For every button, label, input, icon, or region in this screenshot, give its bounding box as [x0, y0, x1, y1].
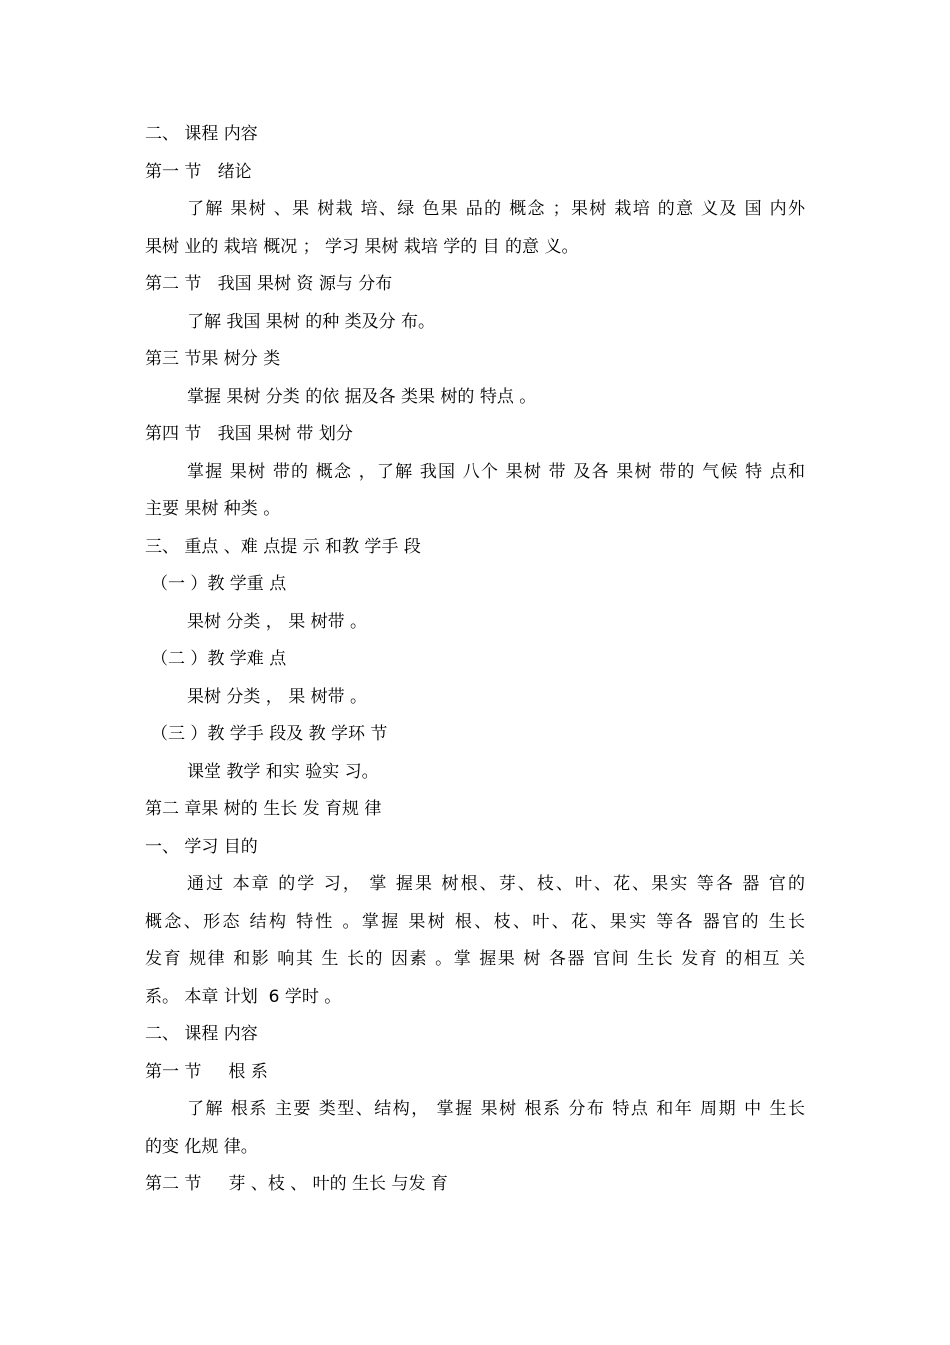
paragraph-line: 掌握 果树 分类 的依 据及各 类果 树的 特点 。	[187, 386, 537, 407]
paragraph-line: 了解 果树 、果 树栽 培、绿 色果 品的 概念 ；果树 栽培 的意 义及 国 内外	[187, 199, 805, 219]
document-page	[145, 116, 805, 1204]
paragraph-line: 通过 本章 的学 习， 掌 握果 树根、芽、枝、叶、花、果实 等各 器 官的	[187, 874, 805, 894]
heading-learning-goals: 一、 学习 目的	[145, 836, 258, 857]
subheading: （三 ）教 学手 段及 教 学环 节	[151, 724, 388, 744]
paragraph-line: 课堂 教学 和实 验实 习。	[187, 761, 379, 782]
paragraph-line: 发育 规律 和影 响其 生 长的 因素 。掌 握果 树 各器 官间 生长 发育 的相互 关	[145, 949, 805, 969]
subheading: （一 ）教 学重 点	[151, 574, 287, 594]
section-heading: 第一 节 根 系	[145, 1061, 268, 1082]
chapter-heading: 第二 章果 树的 生长 发 育规 律	[145, 799, 382, 819]
section-heading: 第二 节 我国 果树 资 源与 分布	[145, 274, 393, 294]
heading-course-content: 二、 课程 内容	[145, 124, 258, 144]
heading-key-points: 三、 重点 、难 点提 示 和教 学手 段	[145, 536, 421, 557]
section-heading: 第一 节 绪论	[145, 161, 252, 182]
paragraph-line: 主要 果树 种类 。	[145, 499, 281, 519]
section-heading: 第三 节果 树分 类	[145, 349, 281, 369]
paragraph-line: 系。 本章 计划 6 学时 。	[145, 986, 342, 1007]
subheading: （二 ）教 学难 点	[151, 649, 287, 669]
section-heading: 第四 节 我国 果树 带 划分	[145, 424, 353, 444]
paragraph-line: 果树 分类 ， 果 树带 。	[187, 611, 368, 632]
paragraph-line: 果树 业的 栽培 概况 ； 学习 果树 栽培 学的 目 的意 义。	[145, 236, 579, 257]
paragraph-line: 概念、形态 结构 特性 。掌握 果树 根、枝、叶、花、果实 等各 器官的 生长	[145, 911, 805, 932]
heading-course-content: 二、 课程 内容	[145, 1024, 258, 1044]
paragraph-line: 了解 我国 果树 的种 类及分 布。	[187, 311, 436, 332]
section-heading: 第二 节 芽 、枝 、 叶的 生长 与发 育	[145, 1174, 448, 1194]
paragraph-line: 掌握 果树 带的 概念 ，了解 我国 八个 果树 带 及各 果树 带的 气候 特 点和	[187, 461, 805, 482]
paragraph-line: 果树 分类 ， 果 树带 。	[187, 686, 368, 707]
paragraph-line: 了解 根系 主要 类型、结构， 掌握 果树 根系 分布 特点 和年 周期 中 生长	[187, 1099, 805, 1119]
paragraph-line: 的变 化规 律。	[145, 1136, 258, 1157]
